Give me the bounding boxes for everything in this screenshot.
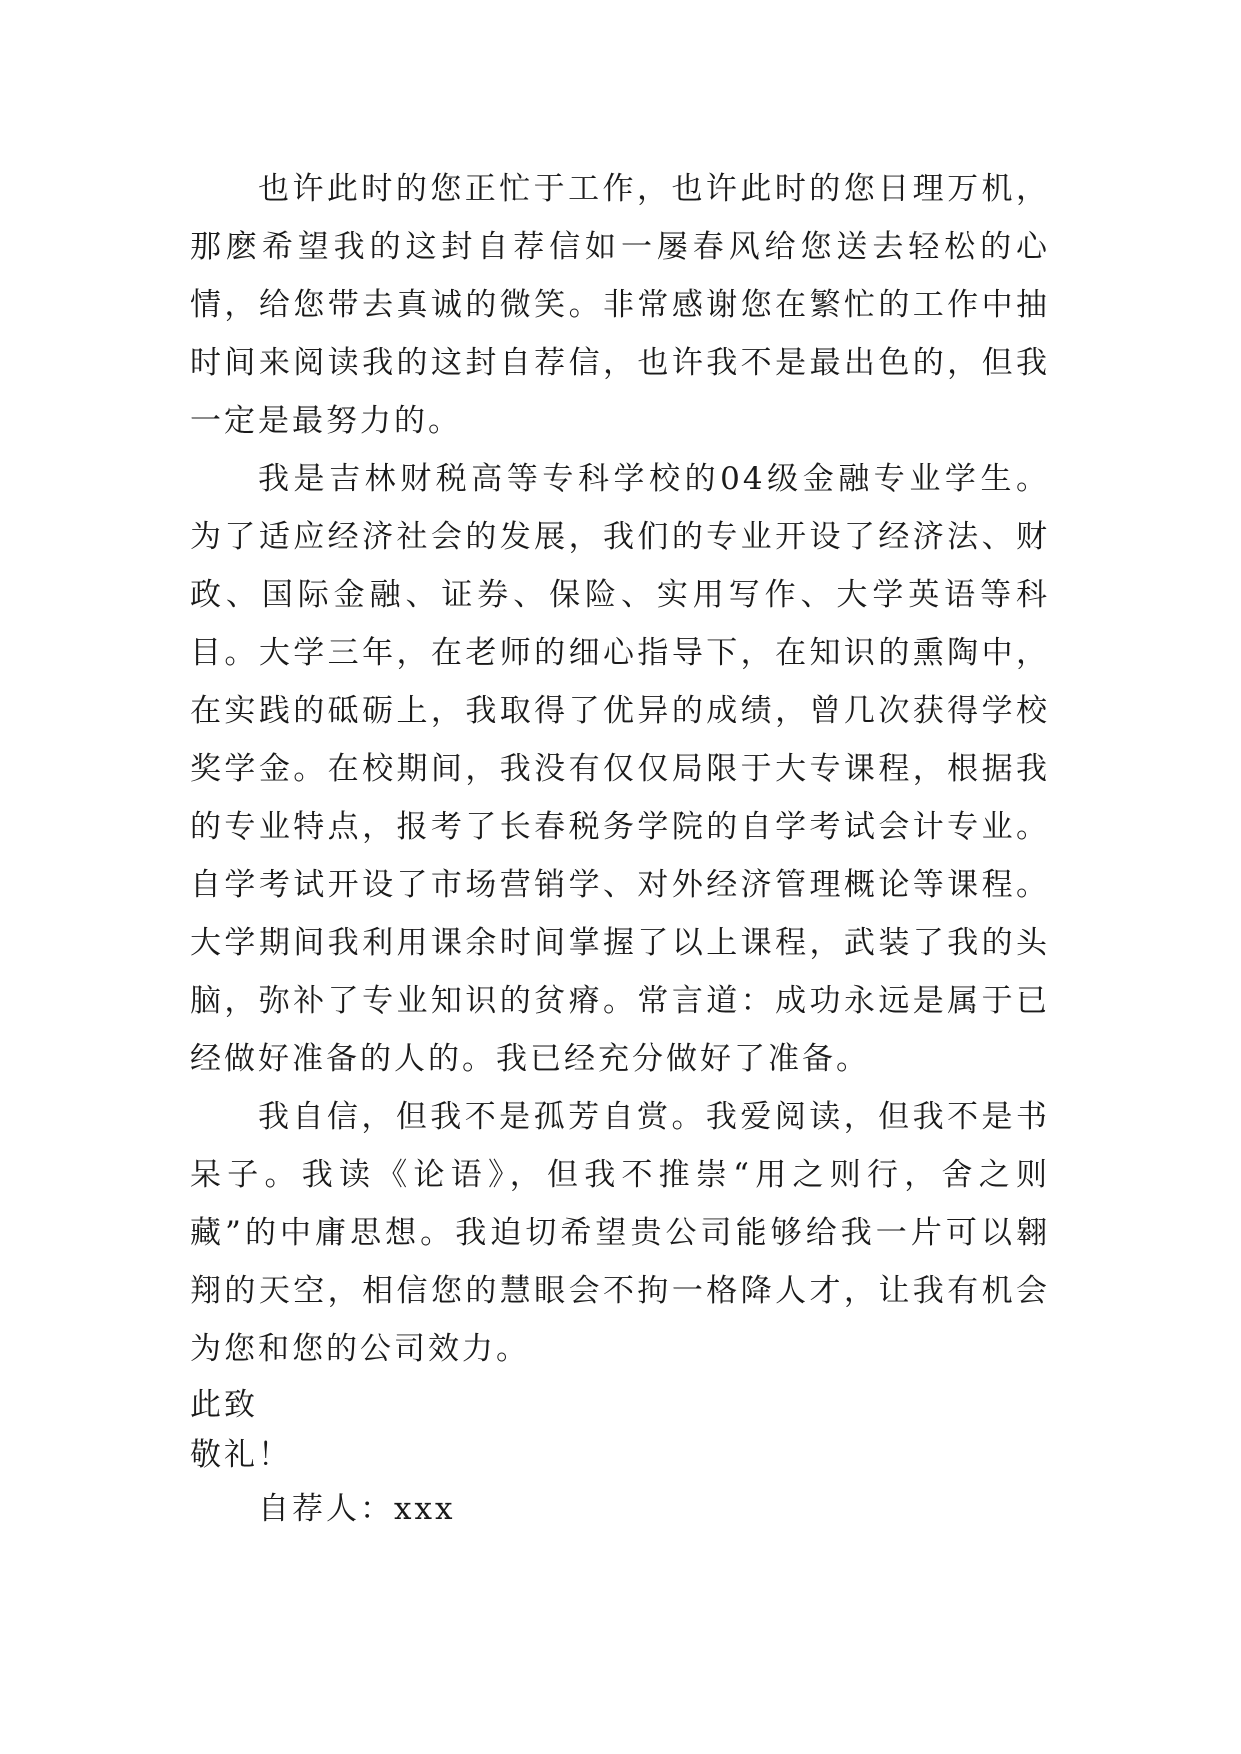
paragraph-intro: 也许此时的您正忙于工作，也许此时的您日理万机，那麽希望我的这封自荐信如一屡春风给您送去轻松的心情，给您带去真诚的微笑。非常感谢您在繁忙的工作中抽时间来阅读我的这封自荐信，也许我不是最出色的，但我一定是最努力的。 [190, 171, 1050, 439]
letter-body [190, 160, 1050, 1534]
paragraph-personality: 我自信，但我不是孤芳自赏。我爱阅读，但我不是书呆子。我读《论语》，但我不推崇“用之则行，舍之则藏”的中庸思想。我迫切希望贵公司能够给我一片可以翱翔的天空，相信您的慧眼会不拘一格降人才，让我有机会为您和您的公司效力。 [190, 1099, 1050, 1367]
closing-regards: 敬礼！ [190, 1437, 292, 1473]
paragraph-education: 我是吉林财税高等专科学校的04级金融专业学生。为了适应经济社会的发展，我们的专业开设了经济法、财政、国际金融、证券、保险、实用写作、大学英语等科目。大学三年，在老师的细心指导下，在知识的熏陶中，在实践的砥砺上，我取得了优异的成绩，曾几次获得学校奖学金。在校期间，我没有仅仅局限于大专课程，根据我的专业特点，报考了长春税务学院的自学考试会计专业。自学考试开设了市场营销学、对外经济管理概论等课程。大学期间我利用课余时间掌握了以上课程，武装了我的头脑，弥补了专业知识的贫瘠。常言道：成功永远是属于已经做好准备的人的。我已经充分做好了准备。 [190, 461, 1050, 1077]
closing-salutation: 此致 [190, 1387, 258, 1423]
signature-line: 自荐人：xxx [258, 1491, 456, 1527]
